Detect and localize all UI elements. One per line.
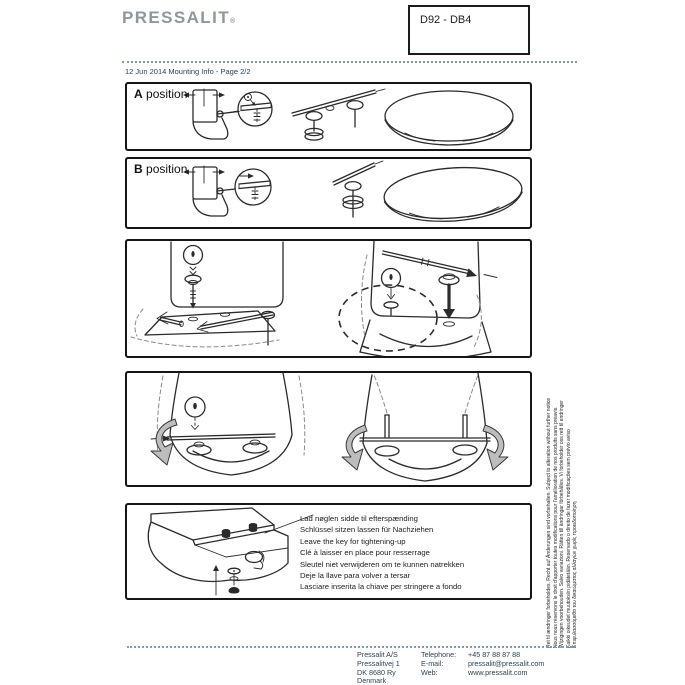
pressalit-logo-text: PRESSALIT	[122, 8, 231, 27]
panel-bolt-insertion	[125, 239, 532, 358]
instruction-line: Clé à laisser en place pour resserrage	[300, 548, 430, 558]
panel-b-word: position	[146, 162, 188, 176]
footer-web-label: Web:	[421, 667, 438, 677]
posts-icon	[374, 375, 478, 437]
rotate-arrow-left-icon	[342, 425, 367, 470]
seat-lid-icon	[385, 91, 513, 145]
footer-company-name: Pressalit A/S	[357, 650, 398, 659]
pressalit-logo	[122, 8, 235, 28]
footer-telephone-label: Telephone:	[421, 650, 457, 659]
panel-b-letter: B	[134, 162, 143, 176]
model-code-box	[408, 5, 530, 55]
panel-4-illustration	[127, 373, 530, 485]
side-disclaimer-line: Kaikki oikeudet muutoksiin pidätetään. Reservado o direito de fazer modificações sem prévio aviso	[565, 429, 572, 648]
side-disclaimer-line: Nous nous réservons le droit d'apporter toutes modifications pour l'amélioration de nos produits sans préavis.	[552, 406, 559, 648]
doc-info: 12 Jun 2014 Mounting Info - Page 2/2	[125, 67, 251, 76]
rod-both-sides-icon	[360, 438, 490, 456]
side-disclaimer-line: Wijzigingen voorbehouden. Salvo variazioni. Rätten till ändringar förbehålles. Vi forbeholder oss rett til endringer	[559, 400, 566, 648]
seat-lid-icon	[382, 163, 523, 225]
footer-city: DK 8680 Ry	[357, 667, 396, 677]
key-icon	[185, 397, 205, 430]
panel-3-illustration	[127, 241, 530, 356]
pin-icon	[157, 312, 183, 327]
detail-magnifier-icon	[238, 92, 272, 126]
rod-on-plate-icon	[197, 311, 275, 345]
footer-contact-values	[468, 651, 544, 677]
footer-address	[357, 651, 400, 685]
panel-b-position	[125, 157, 532, 229]
panel-leave-key	[125, 503, 532, 600]
model-code: D92 - DB4	[420, 14, 472, 26]
toilet-side-icon	[183, 166, 235, 216]
side-disclaimer-text	[546, 212, 579, 648]
instruction-line: Sleutel niet verwijderen om te kunnen natrekken	[300, 559, 465, 569]
instruction-line: Lasciare inserita la chiave per stringere a fondo	[300, 582, 462, 592]
footer-email-value: pressalit@pressalit.com	[468, 658, 545, 668]
instruction-line: Schlüssel sitzen lassen für Nachziehen	[300, 525, 434, 535]
dashed-sweep-line	[131, 337, 279, 347]
rotate-arrow-right-icon	[483, 425, 508, 470]
instruction-text	[300, 513, 464, 593]
panel-a-position	[125, 82, 532, 151]
panel-b-illustration	[127, 159, 530, 227]
dashed-arc-left2	[361, 255, 367, 337]
toilet-outline2-icon	[363, 373, 487, 481]
panel-b-label	[134, 162, 187, 176]
registered-mark: ®	[230, 18, 236, 25]
instruction-line: Deje la llave para volver a tersar	[300, 571, 411, 581]
bottom-dotted-rule	[127, 646, 575, 648]
instruction-line: Lad nøglen sidde til efterspænding	[300, 514, 418, 523]
top-dotted-rule	[122, 61, 577, 63]
side-disclaimer-line: Επιφυλασσόμεθα του δικαιώματος αλλαγών χωρίς προειδοποίηση	[572, 501, 579, 648]
panel-a-illustration	[127, 84, 530, 149]
panel-a-word: position	[146, 87, 188, 101]
side-disclaimer	[546, 212, 580, 648]
hinge-rod-icon	[292, 89, 385, 140]
toilet-side-icon	[183, 89, 239, 139]
toilet-rear-outline-icon	[157, 373, 305, 475]
key-drop-icon	[382, 269, 401, 316]
mounting-plate-icon	[145, 311, 275, 335]
side-disclaimer-line: Ret til ændringer forbeholdes. Recht auf Änderungen sind vorbehalten. Subject to alteration without further notice	[546, 397, 552, 648]
footer-contact-labels	[421, 651, 456, 677]
panel-a-letter: A	[134, 87, 143, 101]
instruction-line: Leave the key for tightening-up	[300, 536, 406, 546]
footer-country: Denmark	[357, 676, 387, 685]
hinge-rod-icon	[333, 161, 383, 217]
panel-tightening	[125, 371, 532, 487]
footer-email-label: E-mail:	[421, 658, 444, 668]
dashed-arc-left	[135, 309, 143, 336]
cistern-bottom-icon	[171, 242, 283, 307]
footer-web-value: www.pressalit.com	[468, 667, 528, 677]
panel-a-label	[134, 87, 187, 101]
footer-street: Pressalitvej 1	[357, 658, 400, 668]
detail-magnifier-icon	[235, 169, 271, 205]
footer-telephone-value: +45 87 88 87 88	[468, 650, 521, 659]
key-and-bolt-icon	[184, 246, 203, 309]
